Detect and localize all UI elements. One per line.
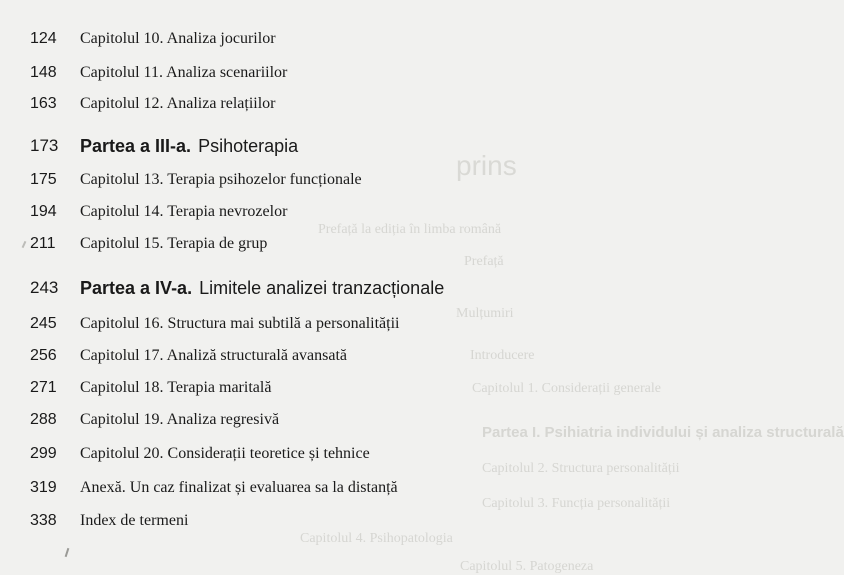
page-number: 163 — [30, 95, 57, 112]
show-through-line: Capitolul 4. Psihopatologia — [300, 531, 453, 546]
part-label: Partea a III-a. — [80, 136, 192, 156]
page-number: 124 — [30, 30, 57, 47]
page-number: 175 — [30, 171, 57, 188]
show-through-line: Mulțumiri — [456, 306, 514, 321]
entry-title: Capitolul 16. Structura mai subtilă a personalității — [80, 315, 400, 332]
page-number: 173 — [30, 136, 59, 155]
page-number: 338 — [30, 512, 57, 529]
toc-entry — [0, 24, 539, 54]
part-heading — [80, 273, 444, 305]
page-number: 256 — [30, 347, 57, 364]
page-number: 245 — [30, 315, 57, 332]
page-number: 288 — [30, 411, 57, 428]
show-through-line: Introducere — [470, 348, 535, 363]
toc-entry — [0, 58, 539, 88]
show-through-line: Capitolul 5. Patogeneza — [460, 559, 594, 574]
entry-title: Capitolul 15. Terapia de grup — [80, 235, 268, 252]
pencil-mark — [65, 548, 70, 557]
show-through-heading: prins — [456, 150, 517, 181]
toc-entry — [0, 197, 539, 227]
toc-entry — [0, 473, 539, 503]
entry-title: Capitolul 14. Terapia nevrozelor — [80, 203, 288, 220]
page-number: 271 — [30, 379, 57, 396]
page-number: 319 — [30, 479, 57, 496]
toc-entry — [0, 373, 539, 403]
entry-title: Capitolul 19. Analiza regresivă — [80, 411, 280, 428]
part-heading — [80, 131, 298, 163]
entry-title: Capitolul 12. Analiza relațiilor — [80, 95, 276, 112]
entry-title: Capitolul 17. Analiză structurală avansată — [80, 347, 348, 364]
entry-title: Capitolul 20. Considerații teoretice și tehnice — [80, 445, 370, 462]
entry-title: Capitolul 11. Analiza scenariilor — [80, 64, 288, 81]
toc-part-entry — [0, 131, 539, 161]
toc-entry — [0, 439, 539, 469]
toc-entry — [0, 506, 539, 536]
page-number: 211 — [30, 235, 56, 252]
part-title: Psihoterapia — [198, 136, 299, 156]
entry-title: Index de termeni — [80, 512, 189, 529]
toc-part-entry — [0, 273, 539, 303]
part-title: Limitele analizei tranzacționale — [199, 278, 445, 298]
page-number: 194 — [30, 203, 57, 220]
page-number: 148 — [30, 64, 57, 81]
show-through-line: Capitolul 3. Funcția personalității — [482, 496, 671, 511]
toc-entry — [0, 229, 539, 259]
show-through-line: Capitolul 2. Structura personalității — [482, 461, 680, 476]
show-through-line: Capitolul 1. Considerații generale — [472, 381, 661, 396]
part-label: Partea a IV-a. — [80, 278, 193, 298]
toc-entry — [0, 89, 539, 119]
show-through-line: Partea I. Psihiatria individului și analiza structurală — [482, 424, 844, 441]
entry-title: Capitolul 18. Terapia maritală — [80, 379, 272, 396]
toc-entry — [0, 405, 539, 435]
page-number: 299 — [30, 445, 57, 462]
entry-title: Capitolul 10. Analiza jocurilor — [80, 30, 276, 47]
entry-title: Anexă. Un caz finalizat și evaluarea sa la distanță — [80, 479, 398, 496]
toc-entry — [0, 165, 539, 195]
show-through-line: Prefață la ediția în limba română — [318, 222, 502, 237]
toc-entry — [0, 309, 539, 339]
toc-entry — [0, 341, 539, 371]
show-through-line: Prefață — [464, 254, 504, 269]
entry-title: Capitolul 13. Terapia psihozelor funcționale — [80, 171, 362, 188]
page-number: 243 — [30, 278, 59, 297]
